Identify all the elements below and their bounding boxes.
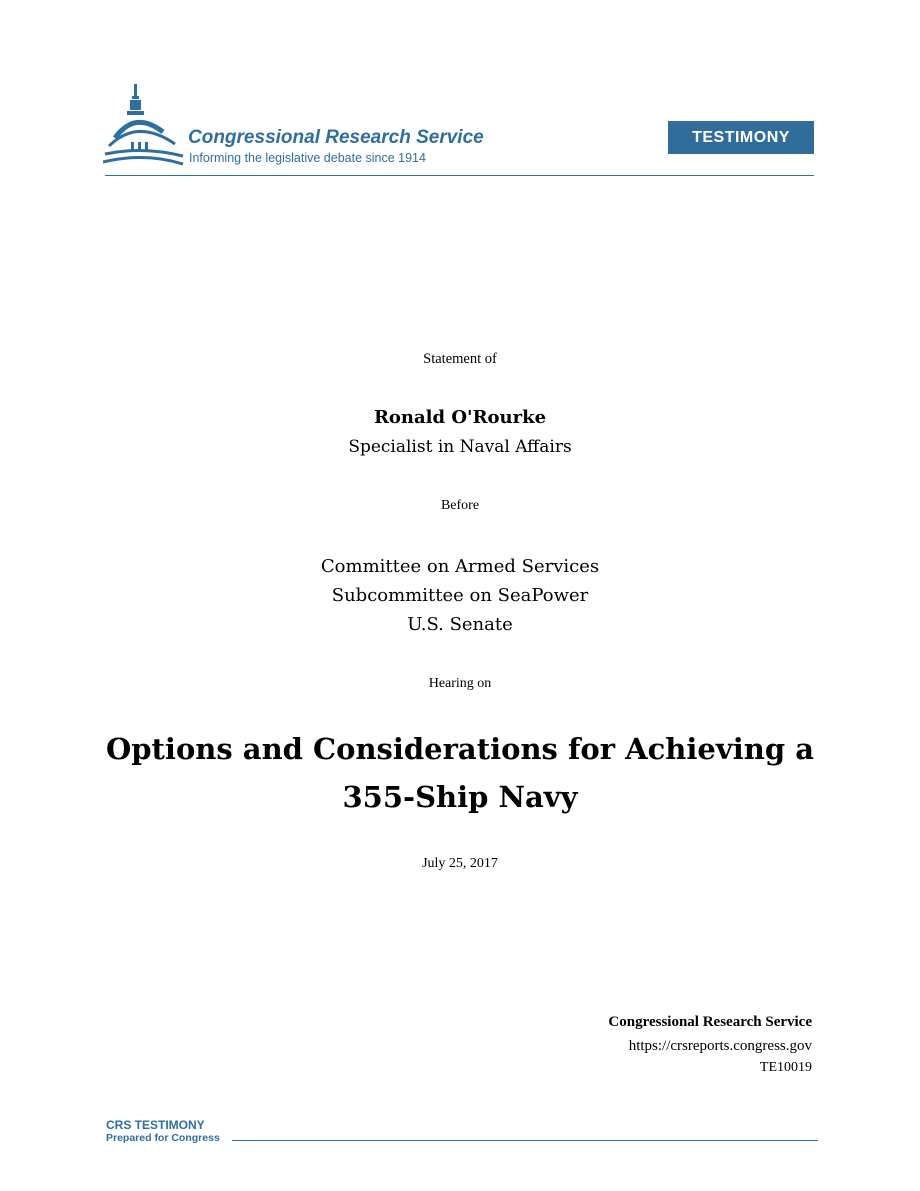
author-title: Specialist in Naval Affairs <box>348 437 572 457</box>
author-name: Ronald O'Rourke <box>373 407 547 428</box>
footer-url-link[interactable]: https://crsreports.congress.gov <box>628 1038 812 1054</box>
footer-org-name: Congressional Research Service <box>608 1014 812 1030</box>
before-label: Before <box>440 498 480 513</box>
committee-name: Committee on Armed Services <box>320 556 600 577</box>
chamber-name: U.S. Senate <box>407 614 513 635</box>
subcommittee-name: Subcommittee on SeaPower <box>331 585 589 606</box>
footer-divider <box>232 1140 818 1141</box>
page-footer-title: CRS TESTIMONY <box>106 1118 205 1132</box>
header-divider <box>105 175 814 176</box>
statement-label: Statement of <box>423 351 497 367</box>
capitol-dome-icon <box>103 82 185 170</box>
hearing-label: Hearing on <box>428 676 492 691</box>
hearing-title-line-1: Options and Considerations for Achieving a <box>106 732 814 766</box>
org-name: Congressional Research Service <box>188 127 484 148</box>
hearing-date: July 25, 2017 <box>422 856 498 871</box>
crs-contact-block <box>608 1013 812 1077</box>
hearing-title-line-2: 355-Ship Navy <box>342 780 578 814</box>
page-footer-subtitle: Prepared for Congress <box>106 1132 220 1144</box>
testimony-badge: TESTIMONY <box>668 121 814 154</box>
org-tagline: Informing the legislative debate since 1914 <box>189 151 426 165</box>
document-id: TE10019 <box>759 1060 812 1075</box>
